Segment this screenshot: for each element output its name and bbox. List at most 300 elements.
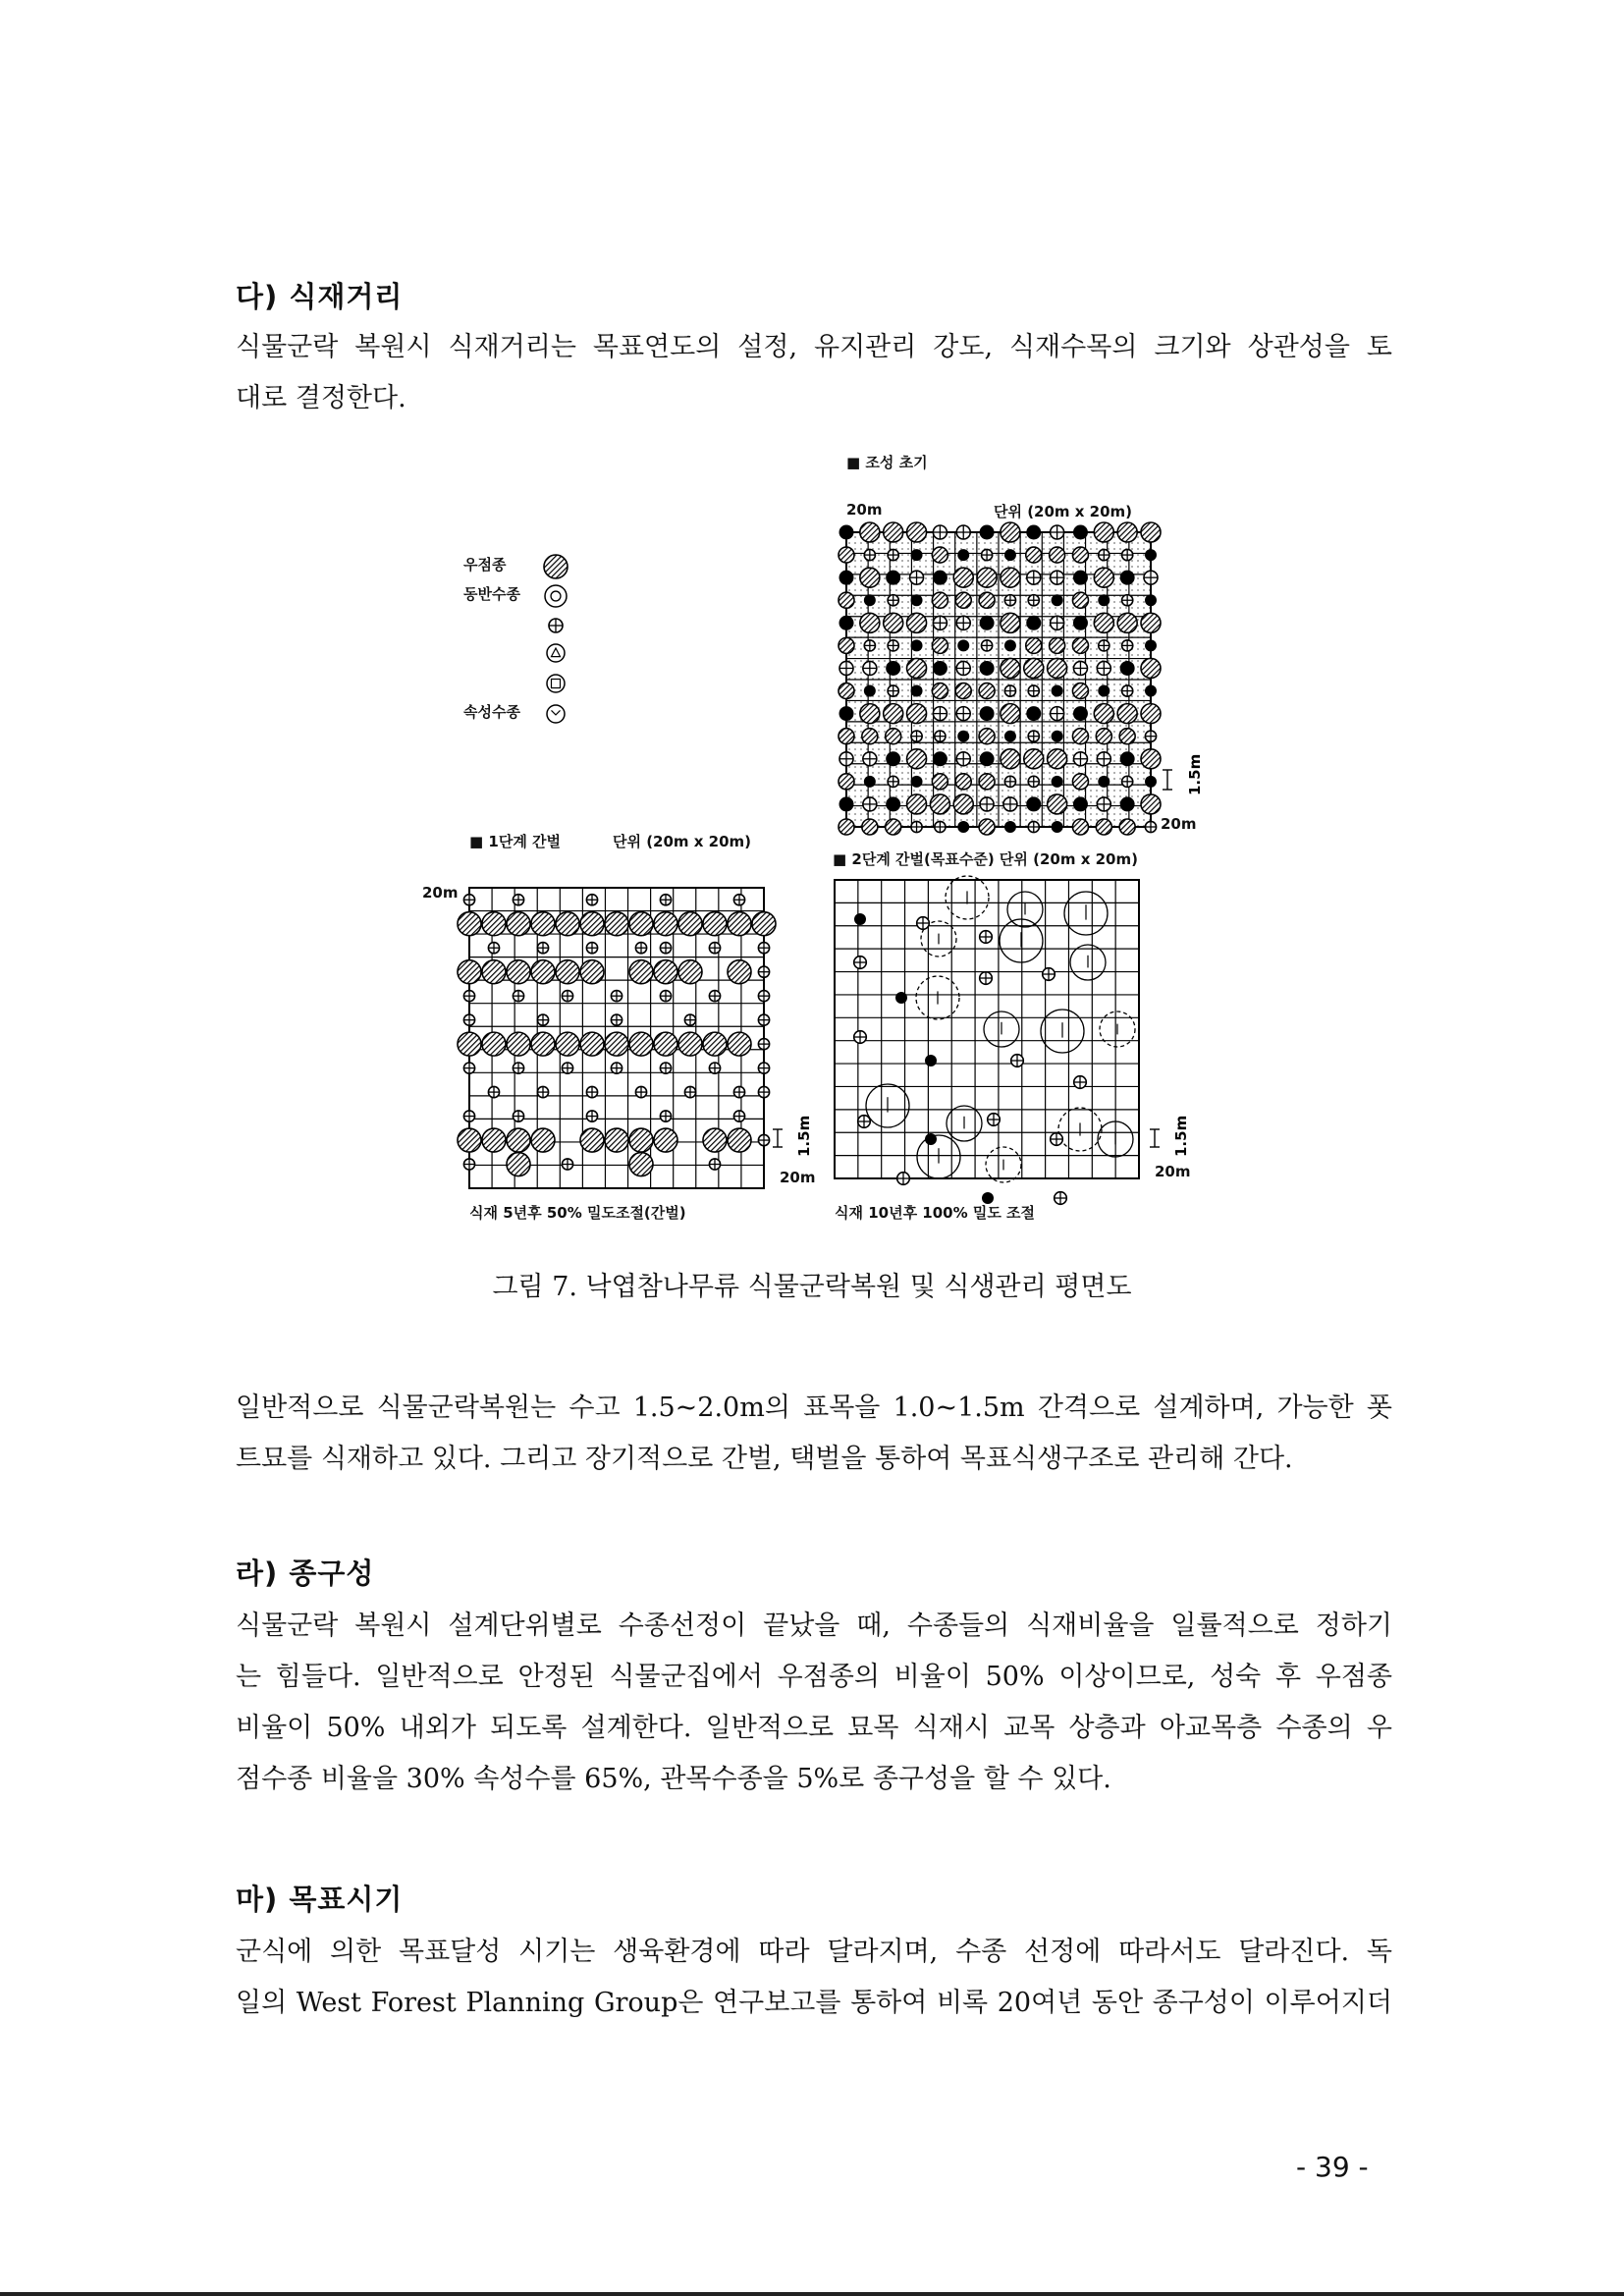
planting-symbol <box>911 821 922 832</box>
planting-symbol <box>547 644 565 662</box>
planting-symbol <box>1098 594 1110 606</box>
planting-symbol <box>862 819 878 835</box>
planting-symbol <box>660 1063 671 1073</box>
planting-symbol <box>1119 729 1135 744</box>
planting-symbol <box>907 704 927 724</box>
planting-symbol <box>1094 704 1113 724</box>
planting-symbol <box>863 661 877 675</box>
planting-symbol <box>907 613 927 632</box>
planting-symbol <box>911 639 923 651</box>
planting-symbol <box>1122 595 1133 606</box>
planting-symbol <box>458 1128 481 1152</box>
planting-symbol <box>611 1014 622 1025</box>
planting-symbol <box>864 776 876 788</box>
planting-symbol <box>911 776 923 788</box>
planting-symbol <box>933 571 947 585</box>
planting-symbol <box>907 749 927 769</box>
planting-symbol <box>556 912 579 936</box>
planting-symbol <box>709 991 720 1002</box>
planting-symbol <box>758 991 769 1002</box>
planting-symbol <box>728 960 751 984</box>
planting-symbol <box>758 1014 769 1025</box>
planting-symbol <box>863 752 877 766</box>
planting-symbol <box>1026 547 1042 563</box>
planting-symbol <box>930 794 949 814</box>
planting-symbol <box>629 1032 653 1056</box>
planting-symbol <box>586 1111 597 1121</box>
planting-symbol <box>1026 616 1041 630</box>
planting-symbol <box>531 1032 555 1056</box>
planting-symbol <box>988 1114 1001 1126</box>
planting-symbol <box>1050 637 1065 653</box>
planting-symbol <box>678 912 702 936</box>
planting-symbol <box>955 774 971 790</box>
planting-symbol <box>1120 796 1135 811</box>
panel-stage1-size-label: 20m <box>422 884 459 902</box>
planting-symbol <box>1004 639 1016 651</box>
page-bottom-rule <box>0 2292 1624 2296</box>
planting-symbol <box>537 1014 548 1025</box>
planting-symbol <box>888 640 898 651</box>
planting-symbol <box>980 751 995 766</box>
planting-symbol <box>1028 595 1039 606</box>
planting-symbol <box>935 731 946 741</box>
planting-symbol <box>839 637 854 653</box>
planting-symbol <box>1072 592 1088 608</box>
planting-symbol <box>911 731 922 741</box>
panel-stage2-caption: 식재 10년후 100% 밀도 조절 <box>835 1204 1036 1222</box>
planting-symbol <box>933 525 947 539</box>
planting-symbol <box>1026 796 1041 811</box>
planting-symbol <box>513 1111 523 1121</box>
planting-symbol <box>1050 547 1065 563</box>
planting-symbol <box>980 525 995 540</box>
planting-symbol <box>635 943 646 954</box>
planting-symbol <box>458 912 481 936</box>
planting-symbol <box>980 797 994 811</box>
planting-symbol <box>586 943 597 954</box>
planting-symbol <box>1052 776 1063 788</box>
planting-symbol <box>586 1086 597 1097</box>
planting-symbol <box>605 1032 628 1056</box>
paragraph-line: 트묘를 식재하고 있다. 그리고 장기적으로 간벌, 택벌을 통하여 목표식생구조로 관리해 간다. <box>236 1444 1293 1474</box>
planting-symbol <box>733 1086 744 1097</box>
section-heading-target-period: 마) 목표시기 <box>236 1883 404 1916</box>
planting-symbol <box>979 819 995 835</box>
planting-symbol <box>703 1032 727 1056</box>
planting-symbol <box>678 960 702 984</box>
planting-symbol <box>1026 525 1041 540</box>
planting-symbol <box>863 797 877 811</box>
planting-symbol <box>932 683 947 699</box>
planting-symbol <box>728 1128 751 1152</box>
panel-stage1-side-label: 20m <box>780 1169 816 1186</box>
planting-symbol <box>981 640 992 651</box>
planting-symbol <box>979 729 995 744</box>
planting-symbol <box>654 912 677 936</box>
planting-symbol <box>1120 751 1135 766</box>
planting-symbol <box>629 960 653 984</box>
planting-symbol <box>537 943 548 954</box>
planting-symbol <box>611 1063 622 1073</box>
planting-symbol <box>605 912 628 936</box>
planting-symbol <box>1097 797 1110 811</box>
planting-symbol <box>684 1014 695 1025</box>
planting-symbol <box>884 522 903 542</box>
planting-symbol <box>544 555 568 578</box>
planting-symbol <box>1052 731 1063 742</box>
spacing-label: 1.5m <box>795 1115 813 1157</box>
planting-symbol <box>660 943 671 954</box>
figure-caption: 그림 7. 낙엽참나무류 식물군락복원 및 식생관리 평면도 <box>492 1272 1132 1302</box>
planting-symbol <box>888 776 898 787</box>
planting-symbol <box>463 991 474 1002</box>
planting-symbol <box>733 1111 744 1121</box>
planting-symbol <box>1052 685 1063 697</box>
planting-symbol <box>684 1086 695 1097</box>
section-heading-species-composition: 라) 종구성 <box>236 1557 375 1590</box>
planting-symbol <box>488 943 499 954</box>
planting-symbol <box>1051 525 1064 539</box>
planting-symbol <box>933 661 947 676</box>
planting-symbol <box>979 774 995 790</box>
planting-symbol <box>1145 549 1157 561</box>
planting-symbol <box>886 819 901 835</box>
legend-label-fast-growing: 속성수종 <box>463 703 520 721</box>
planting-symbol <box>1072 637 1088 653</box>
planting-symbol <box>660 1111 671 1121</box>
planting-symbol <box>860 704 880 724</box>
planting-symbol <box>1073 706 1088 721</box>
planting-symbol <box>605 1128 628 1152</box>
planting-symbol <box>586 895 597 905</box>
figure-7 <box>393 452 1237 1247</box>
panel-stage2-side-label: 20m <box>1155 1163 1191 1180</box>
planting-symbol <box>1141 613 1161 632</box>
planting-symbol <box>709 1159 720 1170</box>
planting-symbol <box>463 1063 474 1073</box>
planting-symbol <box>1117 522 1137 542</box>
planting-symbol <box>507 1128 530 1152</box>
planting-symbol <box>654 1128 677 1152</box>
planting-symbol <box>556 1032 579 1056</box>
planting-symbol <box>957 639 969 651</box>
planting-symbol <box>545 585 567 607</box>
planting-symbol <box>1145 594 1157 606</box>
planting-symbol <box>1028 685 1039 696</box>
planting-symbol <box>1074 1076 1087 1089</box>
planting-symbol <box>1048 794 1067 814</box>
planting-method-paragraph <box>236 1383 1392 1485</box>
planting-symbol <box>1141 704 1161 724</box>
planting-symbol <box>854 957 867 969</box>
planting-symbol <box>1096 729 1111 744</box>
planting-symbol <box>1026 706 1041 721</box>
planting-symbol <box>1052 821 1063 833</box>
planting-symbol <box>953 568 973 587</box>
paragraph-line: 일의 West Forest Planning Group은 연구보고를 통하여 비록 20여년 동안 종구성이 이루어지더 <box>236 1988 1392 2018</box>
planting-symbol <box>839 525 854 540</box>
planting-symbol <box>897 1173 910 1185</box>
legend-label-companion: 동반수종 <box>463 585 520 603</box>
planting-symbol <box>1027 571 1041 584</box>
planting-symbol <box>1048 658 1067 678</box>
planting-symbol <box>854 1031 867 1044</box>
planting-symbol <box>463 895 474 905</box>
planting-symbol <box>758 1063 769 1073</box>
planting-symbol <box>488 1086 499 1097</box>
planting-symbol <box>979 592 995 608</box>
planting-symbol <box>1052 594 1063 606</box>
planting-symbol <box>932 774 947 790</box>
planting-symbol <box>463 1014 474 1025</box>
planting-symbol <box>1003 797 1017 811</box>
planting-symbol <box>1141 794 1161 814</box>
paragraph-line: 식물군락 복원시 설계단위별로 수종선정이 끝났을 때, 수종들의 식재비율을 일률적으로 정하기 <box>236 1611 1392 1641</box>
planting-symbol <box>884 613 903 632</box>
planting-symbol <box>1094 568 1113 587</box>
planting-symbol <box>933 707 947 721</box>
planting-symbol <box>1001 522 1020 542</box>
planting-symbol <box>1094 522 1113 542</box>
planting-symbol <box>531 1128 555 1152</box>
planting-symbol <box>562 1063 572 1073</box>
planting-symbol <box>925 1055 937 1066</box>
planting-symbol <box>1043 968 1056 981</box>
planting-symbol <box>839 616 854 630</box>
planting-symbol <box>1117 613 1137 632</box>
planting-symbol <box>1051 1133 1063 1146</box>
paragraph-line: 비율이 50% 내외가 되도록 설계한다. 일반적으로 묘목 식재시 교목 상층과 아교목층 수종의 우 <box>236 1713 1392 1743</box>
grid-border <box>835 880 1139 1178</box>
planting-symbol <box>547 705 565 723</box>
planting-symbol <box>1097 752 1110 766</box>
paragraph-line: 군식에 의한 목표달성 시기는 생육환경에 따라 달라지며, 수종 선정에 따라서도 달라진다. 독 <box>236 1937 1392 1967</box>
planting-symbol <box>839 661 853 675</box>
planting-symbol <box>709 943 720 954</box>
planting-symbol <box>1122 685 1133 696</box>
planting-symbol <box>458 1032 481 1056</box>
planting-symbol <box>507 1153 530 1176</box>
paragraph-line: 점수종 비율을 30% 속성수를 65%, 관목수종을 5%로 종구성을 할 수 있다. <box>236 1764 1111 1794</box>
planting-symbol <box>728 1032 751 1056</box>
planting-symbol <box>860 568 880 587</box>
planting-symbol <box>1145 776 1157 788</box>
panel-stage1-unit: 단위 (20m x 20m) <box>613 833 752 850</box>
panel-stage1-caption: 식재 5년후 50% 밀도조절(간벌) <box>469 1204 686 1222</box>
planting-symbol <box>660 895 671 905</box>
planting-symbol <box>1094 613 1113 632</box>
planting-symbol <box>1004 595 1015 606</box>
planting-symbol <box>839 706 854 721</box>
species-composition-paragraph <box>236 1601 1392 1805</box>
planting-symbol <box>956 616 970 629</box>
planting-symbol <box>980 616 995 630</box>
planting-symbol <box>482 1032 506 1056</box>
planting-symbol <box>933 751 947 766</box>
section-heading-planting-distance: 다) 식재거리 <box>236 280 404 313</box>
planting-symbol <box>980 972 993 985</box>
planting-symbol <box>629 912 653 936</box>
planting-symbol <box>1024 749 1044 769</box>
planting-symbol <box>864 640 875 651</box>
planting-symbol <box>513 895 523 905</box>
planting-symbol <box>1122 776 1133 787</box>
planting-symbol <box>888 685 898 696</box>
planting-symbol <box>660 991 671 1002</box>
planting-symbol <box>917 917 930 930</box>
planting-symbol <box>953 794 973 814</box>
planting-symbol <box>955 592 971 608</box>
planting-symbol <box>980 661 995 676</box>
planting-symbol <box>1004 549 1016 561</box>
planting-symbol <box>955 683 971 699</box>
planting-symbol <box>862 729 878 744</box>
planting-symbol <box>979 683 995 699</box>
planting-symbol <box>1051 616 1064 629</box>
planting-symbol <box>1145 731 1156 741</box>
planting-symbol <box>1119 819 1135 835</box>
planting-symbol <box>935 821 946 832</box>
planting-symbol <box>463 1111 474 1121</box>
planting-symbol <box>458 960 481 984</box>
planting-symbol <box>957 821 969 833</box>
planting-symbol <box>886 796 900 811</box>
planting-symbol <box>1120 571 1135 585</box>
planting-symbol <box>1073 616 1088 630</box>
planting-symbol <box>507 960 530 984</box>
planting-symbol <box>886 661 900 676</box>
planting-symbol <box>1122 549 1133 560</box>
planting-symbol <box>1026 637 1042 653</box>
panel-stage2-title: ■ 2단계 간벌(목표수준) 단위 (20m x 20m) <box>833 850 1138 868</box>
planting-symbol <box>758 1134 769 1145</box>
planting-symbol <box>482 912 506 936</box>
planting-symbol <box>932 637 947 653</box>
planting-symbol <box>1141 522 1161 542</box>
planting-symbol <box>854 913 866 925</box>
planting-symbol <box>703 1128 727 1152</box>
planting-symbol <box>858 1116 871 1128</box>
planting-symbol <box>1073 752 1087 766</box>
planting-symbol <box>1097 661 1110 675</box>
planting-symbol <box>580 960 604 984</box>
planting-symbol <box>1099 640 1110 651</box>
planting-symbol <box>956 525 970 539</box>
planting-symbol <box>1072 774 1088 790</box>
page-number: - 39 - <box>1296 2151 1369 2183</box>
spacing-label: 1.5m <box>1186 753 1204 795</box>
planting-symbol <box>1145 639 1157 651</box>
planting-symbol <box>507 1032 530 1056</box>
planting-symbol <box>1099 549 1110 560</box>
planting-symbol <box>1004 821 1016 833</box>
grid-initial-planting <box>839 522 1204 835</box>
planting-symbol <box>911 549 923 561</box>
planting-symbol <box>839 571 854 585</box>
planting-symbol <box>886 729 901 744</box>
planting-symbol <box>886 751 900 766</box>
planting-symbol <box>635 1086 646 1097</box>
planting-symbol <box>839 547 854 563</box>
planting-symbol <box>1001 749 1020 769</box>
spacing-label: 1.5m <box>1172 1115 1190 1157</box>
planting-symbol <box>980 706 995 721</box>
planting-symbol <box>956 752 970 766</box>
planting-symbol <box>907 794 927 814</box>
planting-symbol <box>839 796 854 811</box>
planting-symbol <box>1055 1192 1067 1205</box>
planting-symbol <box>1117 704 1137 724</box>
planting-symbol <box>580 912 604 936</box>
planting-symbol <box>981 549 992 560</box>
planting-symbol <box>1141 749 1161 769</box>
planting-symbol <box>758 1039 769 1050</box>
planting-symbol <box>977 568 997 587</box>
planting-symbol <box>629 1128 653 1152</box>
planting-symbol <box>932 547 947 563</box>
planting-symbol <box>549 619 563 632</box>
planting-symbol <box>580 1128 604 1152</box>
planting-symbol <box>1073 796 1088 811</box>
paragraph-line: 는 힘들다. 일반적으로 안정된 식물군집에서 우점종의 비율이 50% 이상이므로, 성숙 후 우점종 <box>236 1662 1392 1692</box>
paragraph-line: 식물군락 복원시 식재거리는 목표연도의 설정, 유지관리 강도, 식재수목의 크기와 상관성을 토 <box>236 332 1392 362</box>
planting-symbol <box>907 522 927 542</box>
planting-symbol <box>752 912 776 936</box>
planting-symbol <box>839 819 854 835</box>
planting-symbol <box>925 1133 937 1145</box>
planting-symbol <box>562 1159 572 1170</box>
planting-symbol <box>895 992 907 1004</box>
grid-stage2-thinning <box>835 876 1190 1204</box>
panel-stage1-title: ■ 1단계 간벌 <box>469 833 562 850</box>
planting-symbol <box>886 571 900 585</box>
planting-symbol <box>507 912 530 936</box>
planting-symbol <box>709 1063 720 1073</box>
planting-symbol <box>482 1128 506 1152</box>
planting-symbol <box>864 685 876 697</box>
planting-symbol <box>1048 749 1067 769</box>
planting-symbol <box>531 960 555 984</box>
planting-symbol <box>1024 658 1044 678</box>
planting-symbol <box>562 991 572 1002</box>
planting-symbol <box>980 931 993 944</box>
planting-symbol <box>728 912 751 936</box>
planting-symbol <box>678 1032 702 1056</box>
planting-symbol <box>1072 729 1088 744</box>
planting-symbol <box>1098 776 1110 788</box>
planting-symbol <box>1004 685 1015 696</box>
planting-symbol <box>860 522 880 542</box>
target-period-paragraph <box>236 1927 1392 2029</box>
paragraph-line: 일반적으로 식물군락복원는 수고 1.5~2.0m의 표목을 1.0~1.5m 간격으로 설계하며, 가능한 폿 <box>236 1393 1392 1423</box>
planting-symbol <box>1122 640 1133 651</box>
planting-symbol <box>1028 821 1039 832</box>
planting-symbol <box>1144 571 1158 584</box>
planting-symbol <box>580 1032 604 1056</box>
planting-symbol <box>733 895 744 905</box>
grid-stage1-thinning <box>458 888 813 1188</box>
planting-symbol <box>839 592 854 608</box>
planting-symbol <box>654 960 677 984</box>
planting-symbol <box>839 774 854 790</box>
planting-symbol <box>513 1063 523 1073</box>
planting-symbol <box>956 661 970 675</box>
planting-symbol <box>910 571 924 584</box>
planting-symbol <box>1096 819 1111 835</box>
planting-symbol <box>1072 547 1088 563</box>
planting-symbol <box>629 1153 653 1176</box>
